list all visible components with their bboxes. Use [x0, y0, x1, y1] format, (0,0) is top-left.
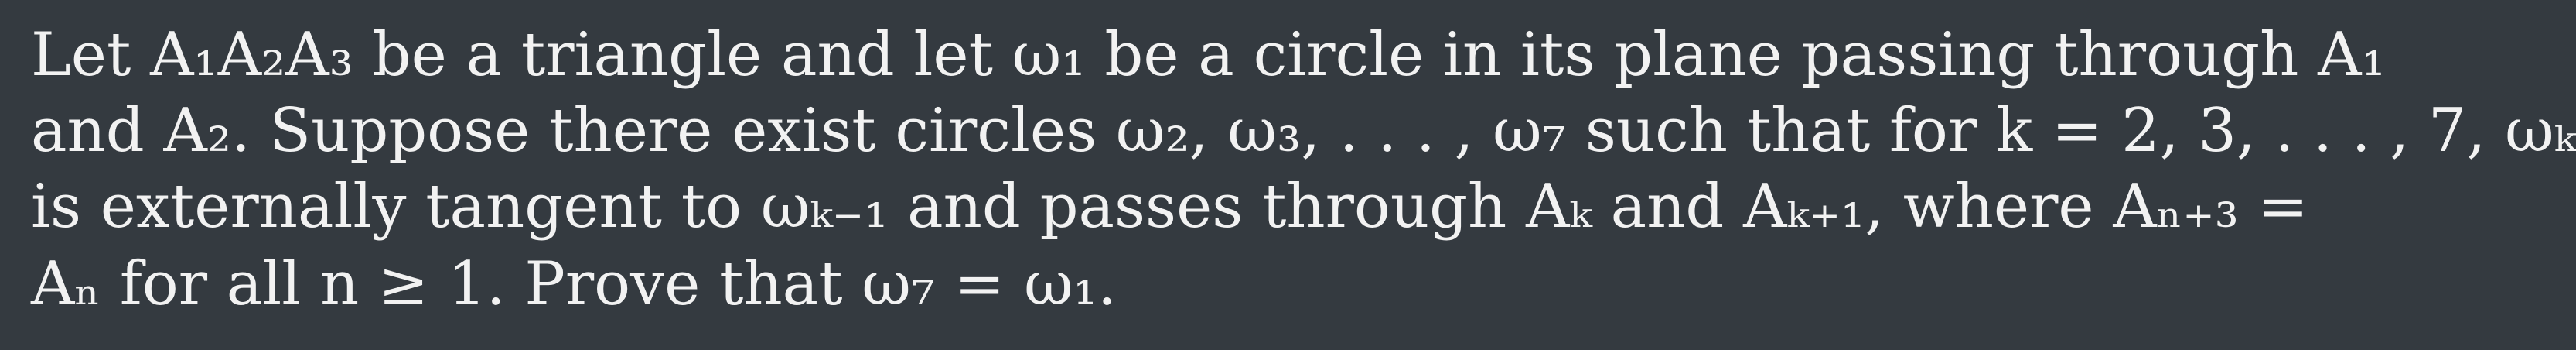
problem-line-1: Let A₁A₂A₃ be a triangle and let ω₁ be a circle in its plane passing through A₁ [31, 20, 2386, 90]
problem-line-2: and A₂. Suppose there exist circles ω₂, ω₃, . . . , ω₇ such that for k = 2, 3, . . . , 7, ωₖ [31, 96, 2576, 166]
problem-statement [31, 17, 2576, 322]
problem-line-4: Aₙ for all n ≥ 1. Prove that ω₇ = ω₁. [31, 249, 1117, 319]
problem-line-3: is externally tangent to ωₖ₋₁ and passes through Aₖ and Aₖ₊₁, where Aₙ₊₃ = [31, 172, 2308, 242]
